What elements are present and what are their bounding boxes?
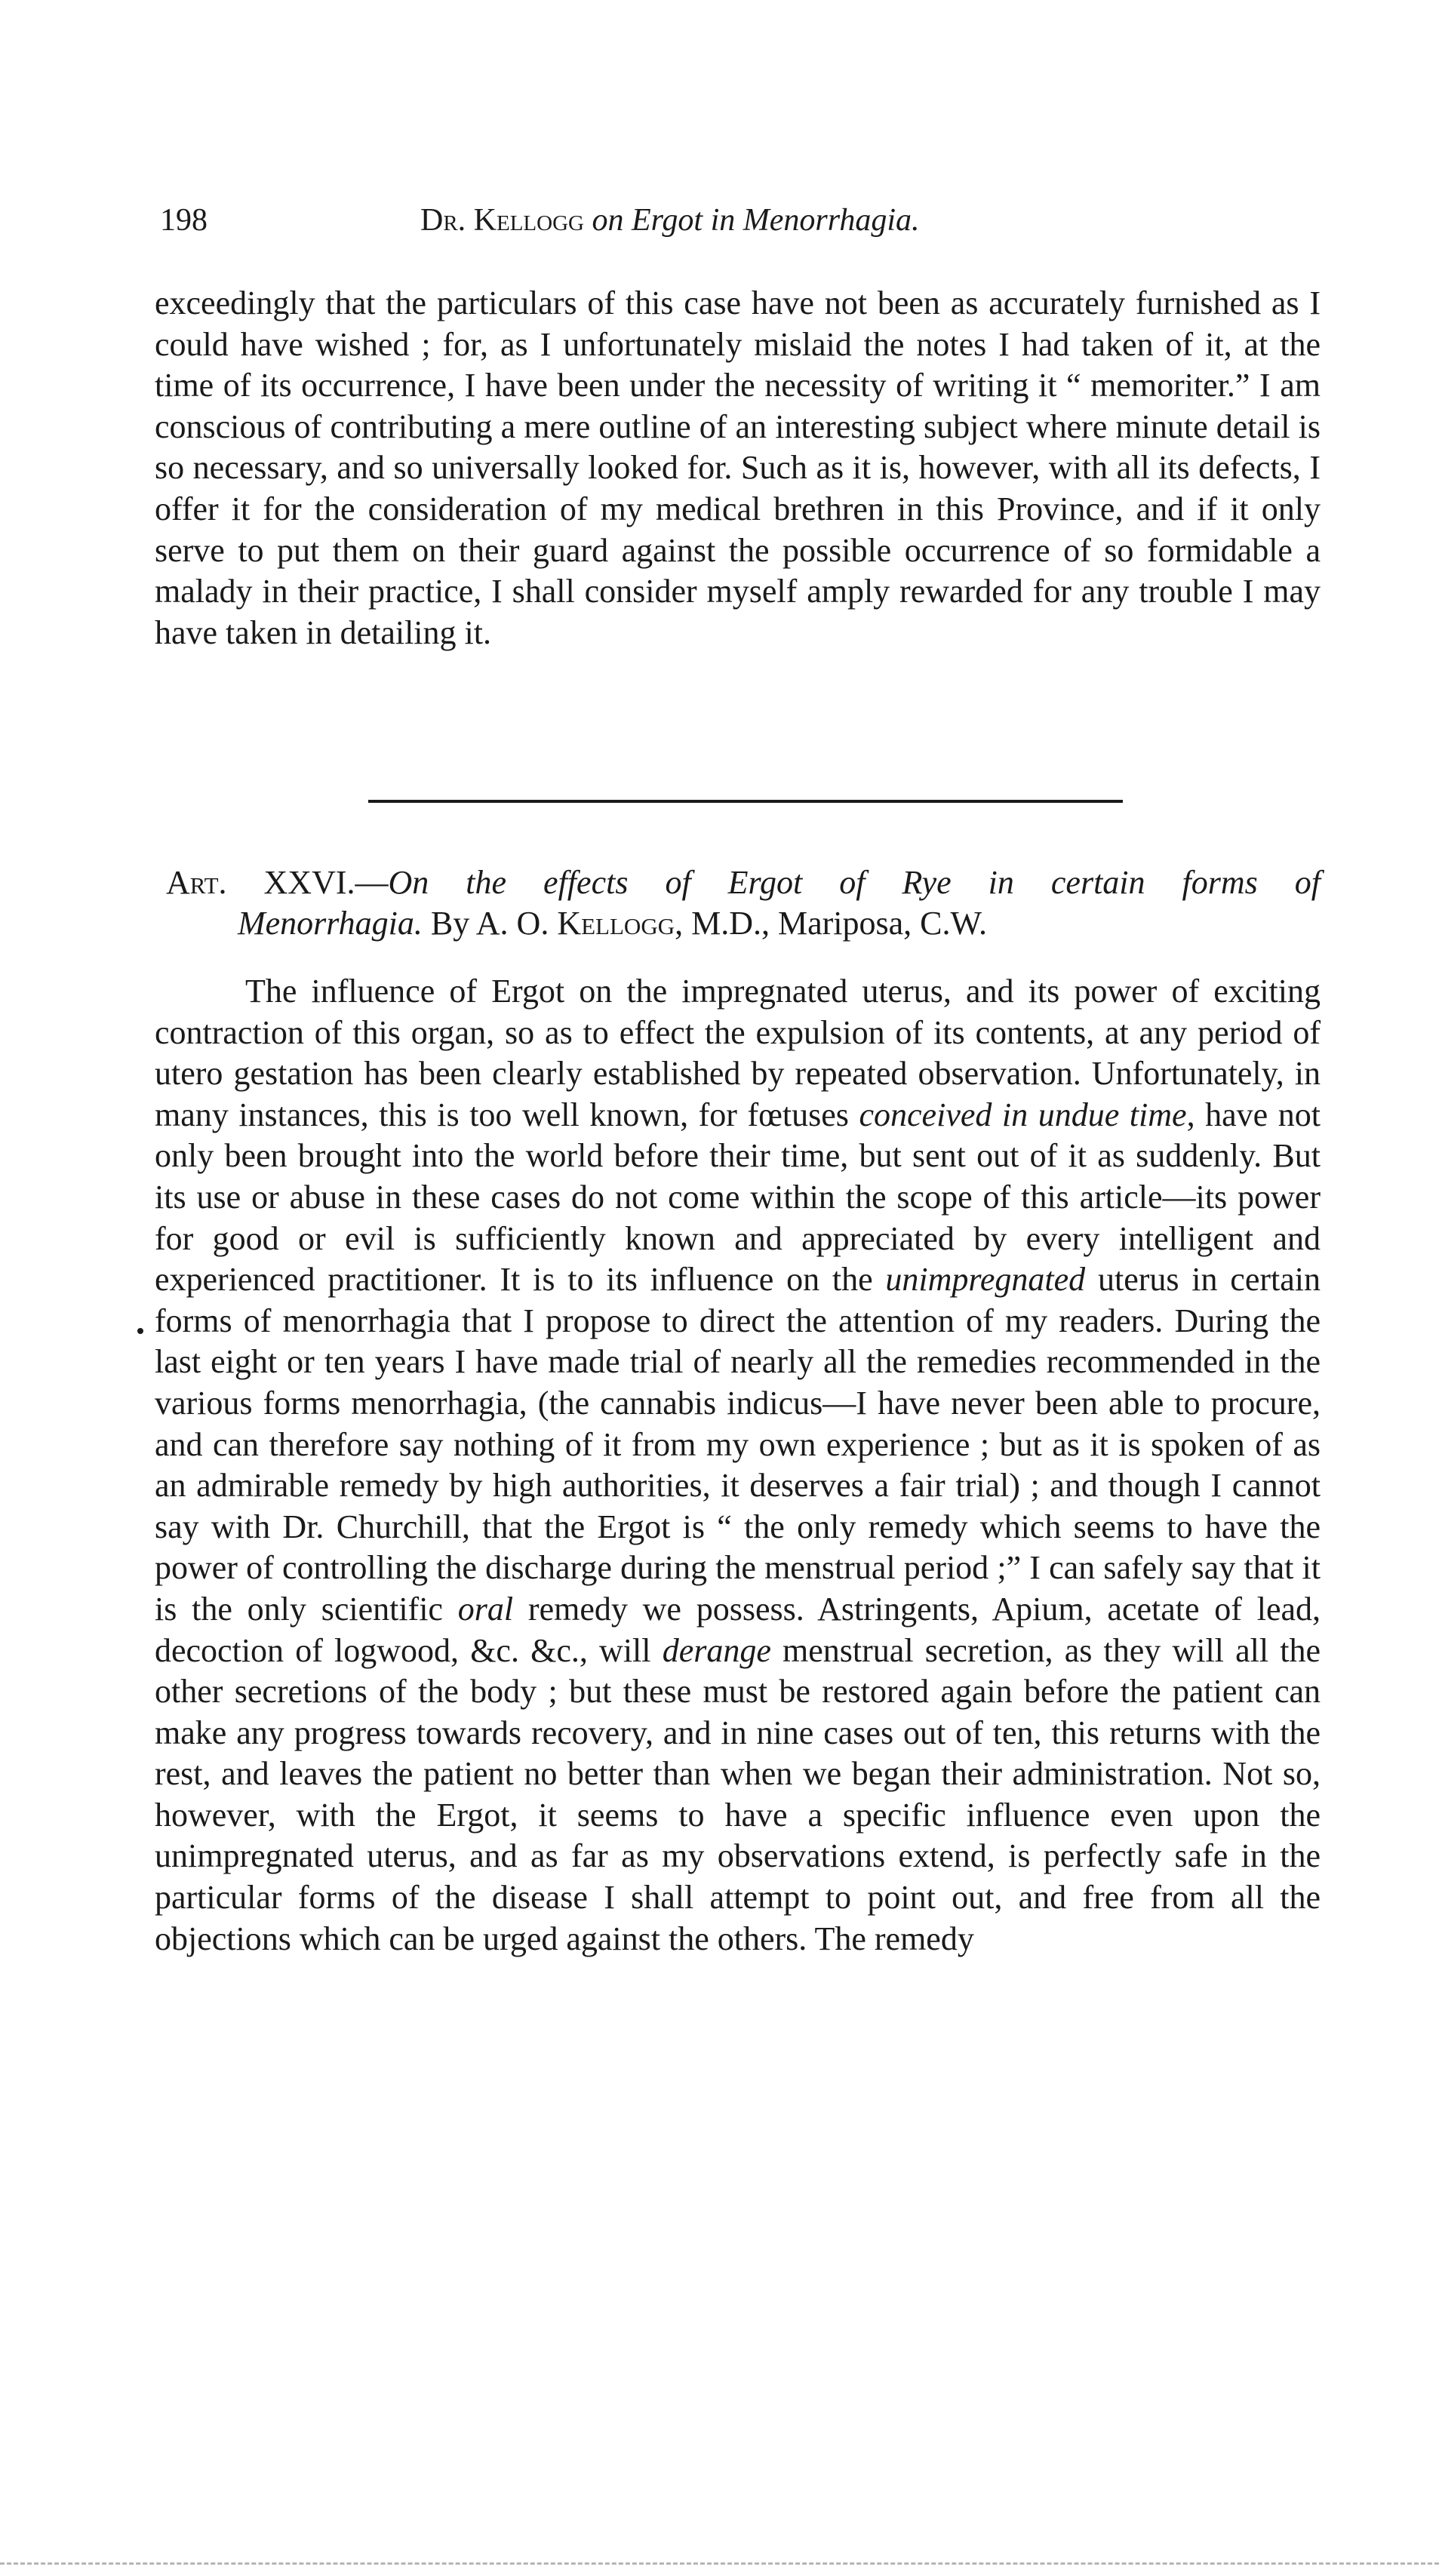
paragraph-text: exceedingly that the particulars of this case have not been as accurately furnished as I could have wished ; for, as I unfortunately mislaid the notes I had taken of it, at the time of its occurrence, I have been under the necessity of writing it “ memoriter.” I am conscious of contributing a mere outline of an interesting subject where minute detail is so necessary, and so universally looked for. Such as it is, however, with all its defects, I offer it for the consideration of my medical brethren in this Province, and if it only serve to put them on their guard against the possible occurrence of so formidable a malady in their practice, I shall consider myself amply rewarded for any trouble I may have taken in detailing it. [155, 284, 1321, 651]
article-dash: — [355, 864, 389, 901]
text-run: remedy we possess. Astringents, Apium, acetate of lead, decoction of logwood, &c. &c., will [155, 1590, 1321, 1669]
running-head-connector: on [583, 203, 632, 238]
text-run: The influence of Ergot on the impregnated uterus, and its power of exciting contraction of this organ, so as to effect the expulsion of its contents, at any period of utero gestation has been clearly established by repeated observation. Unfortunately, in many instances, this is too well known, for fœtuses [155, 973, 1321, 1133]
section-divider [368, 800, 1123, 803]
italic-run: oral [457, 1590, 514, 1628]
margin-mark [137, 1328, 143, 1334]
page-number: 198 [160, 203, 208, 238]
text-run: uterus in certain forms of menorrhagia that I propose to direct the attention of my readers. During the last eight or ten years I have made trial of nearly all the remedies recommended in the various forms menorrhagia, (the cannabis indicus—I have never been able to procure, and can therefore say nothing of it from my own experience ; but as it is spoken of as an admirable remedy by high authorities, it deserves a fair trial) ; and though I cannot say with Dr. Churchill, that the Ergot is “ the only remedy which seems to have the power of controlling the discharge during the menstrual period ;” I can safely say that it is the only scientific [155, 1261, 1321, 1628]
italic-run: conceived in undue time [859, 1096, 1187, 1133]
article-title-part-2: Menorrhagia. [238, 905, 423, 942]
running-head-title [420, 198, 920, 243]
article-paragraph [155, 971, 1321, 1960]
article-heading-line-1 [166, 862, 1321, 903]
italic-run: derange [662, 1631, 771, 1669]
text-run: , have not only been brought into the world before their time, but sent out of it as suddenly. But its use or abuse in these cases do not come within the scope of this article—its power for good or evil is sufficiently known and appreciated by every intelligent and experienced practitioner. It is to its influence on the [155, 1096, 1321, 1299]
text-run: menstrual secretion, as they will all the other secretions of the body ; but these must be restored again before the patient can make any progress towards recovery, and in nine cases out of ten, this returns with the rest, and leaves the patient no better than when we began their administration. Not so, however, with the Ergot, it seems to have a specific influence even upon the unimpregnated uterus, and as far as my observations extend, is perfectly safe in the particular forms of the disease I shall attempt to point out, and free from all the objections which can be urged against the others. The remedy [155, 1631, 1321, 1957]
running-head-author: Dr. Kellogg [420, 203, 584, 238]
article-author: Kellogg [557, 905, 675, 942]
article-heading [166, 862, 1321, 944]
article-body [155, 971, 1321, 2307]
article-number: Art. XXVI. [166, 864, 355, 901]
running-head [160, 198, 1322, 243]
italic-run: unimpregnated [885, 1261, 1086, 1299]
article-title-part-1: On the effects of Ergot of Rye in certain forms of [388, 864, 1321, 901]
running-head-subject: Ergot in Menorrhagia. [631, 203, 920, 238]
article-byline: By A. O. [422, 905, 558, 942]
article-heading-line-2 [166, 903, 1321, 944]
article-credentials: , M.D., Mariposa, C.W. [675, 905, 988, 942]
page-bottom-edge [0, 2562, 1439, 2565]
paragraph-continued [155, 283, 1321, 751]
